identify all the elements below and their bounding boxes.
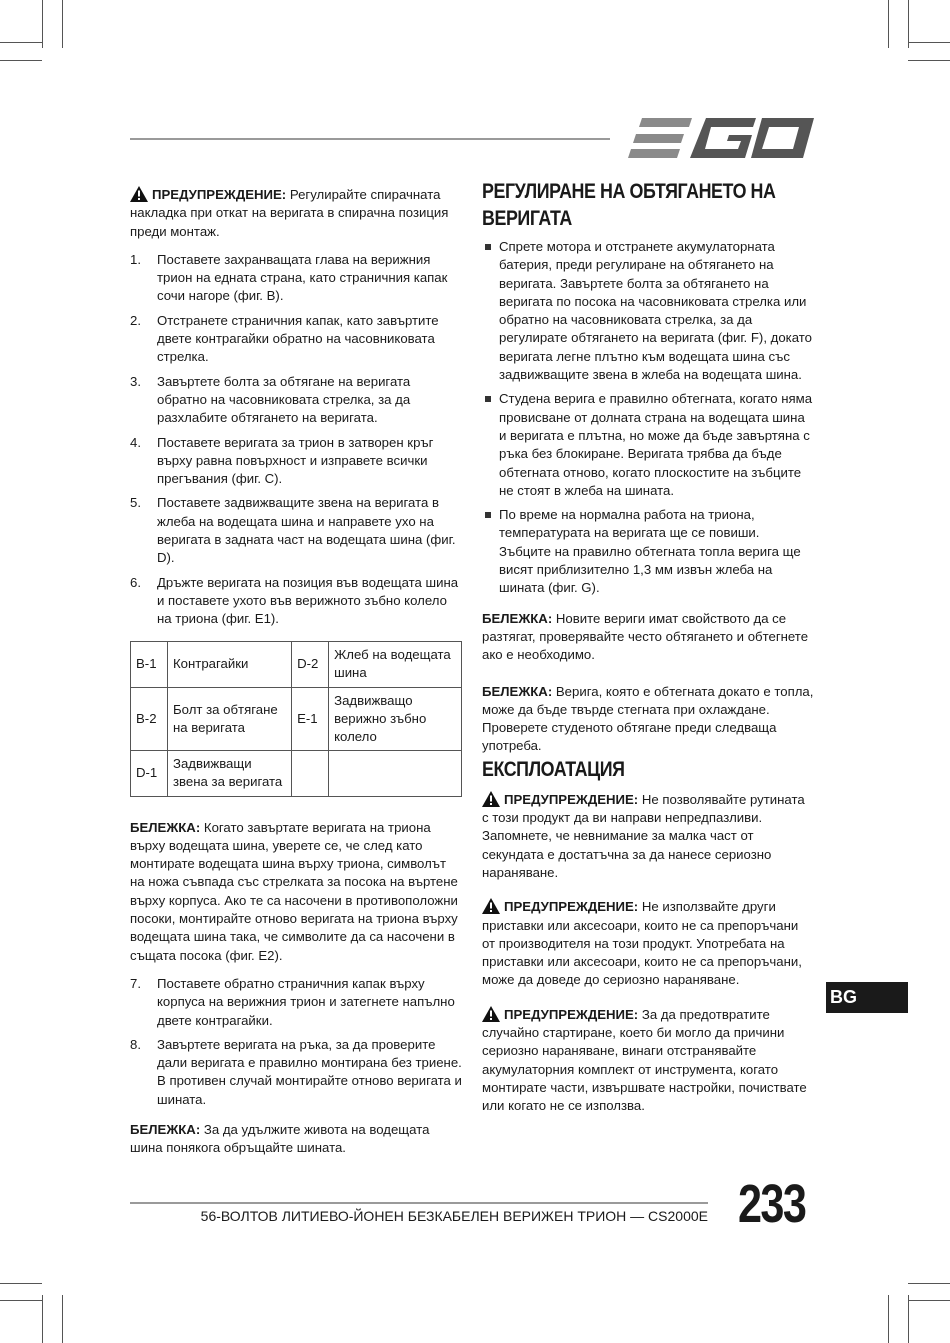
step-text: Завъртете болта за обтягане на веригата обратно на часовниковата стрелка, за да разхлабите обтягането на веригата. [157, 373, 411, 426]
crop-mark [0, 1283, 42, 1284]
steps-list-continued [130, 975, 462, 1109]
bullet-list [482, 238, 814, 598]
list-item [130, 574, 462, 629]
part-code: D-1 [131, 750, 168, 796]
warning-paragraph [482, 1006, 814, 1116]
crop-mark [42, 0, 43, 48]
list-item [130, 975, 462, 1030]
warning-triangle-icon [130, 186, 148, 202]
part-label: Жлеб на водещата шина [329, 641, 462, 687]
crop-mark [908, 42, 950, 43]
warning-triangle-icon [482, 791, 500, 807]
note-label: БЕЛЕЖКА: [130, 819, 201, 835]
step-number: 3. [130, 373, 141, 389]
language-tab: BG [826, 982, 908, 1013]
table-row [131, 687, 462, 750]
warning-label: ПРЕДУПРЕЖДЕНИЕ: [504, 1006, 639, 1022]
note-text: Когато завъртате веригата на триона върху водещата шина, уверете се, че след като монтирате водещата шина върху триона, символът на ножа съвпада със стрелката за посока на въртене върху корпуса. Ако те са насочени в противоположни посоки, монтирайте отново веригата на триона върху водещата шина така, че символите да са насочени в същата посока (фиг. E2). [130, 819, 458, 963]
footer-title: 56-ВОЛТОВ ЛИТИЕВО-ЙОНЕН БЕЗКАБЕЛЕН ВЕРИЖЕН ТРИОН — CS2000E [200, 1208, 708, 1224]
crop-mark [62, 0, 63, 48]
note-paragraph [130, 819, 462, 965]
note-text: Верига, която е обтегната докато е топла, може да бъде твърде стегната при охлаждане. Проверете студеното обтягане преди следваща употреба. [482, 683, 814, 754]
note-paragraph [482, 683, 814, 756]
crop-mark [42, 1295, 43, 1343]
list-item [130, 1036, 462, 1109]
part-code: B-1 [131, 641, 168, 687]
step-number: 2. [130, 312, 141, 328]
list-item: Спрете мотора и отстранете акумулаторната батерия, преди регулиране на обтягането на веригата. Завъртете болта за обтягането на веригата по посока на часовниковата стрелка или обратно на часовниковата стрелка, за да регулирате обтягането на веригата (фиг. F), докато веригата легне плътно към водещата шина със задвижващите звена в жлеба на водещата шина. [482, 238, 814, 384]
step-text: Поставете обратно страничния капак върху корпуса на верижния трион и затегнете напълно двете контрагайки. [157, 975, 455, 1028]
part-label: Болт за обтягане на веригата [168, 687, 292, 750]
list-item [130, 494, 462, 567]
crop-mark [908, 1295, 909, 1343]
list-item [130, 373, 462, 428]
part-code: E-1 [292, 687, 329, 750]
warning-text: За да предотвратите случайно стартиране, което би могло да причини сериозно нараняване, винаги отстранявайте акумулаторния комплект от инструмента, когато монтирате части, извършвате настройки, почиствате или когато не се използва. [482, 1006, 807, 1114]
warning-triangle-icon [482, 898, 500, 914]
page-number: 233 [738, 1174, 806, 1234]
warning-label: ПРЕДУПРЕЖДЕНИЕ: [504, 791, 639, 807]
warning-triangle-icon [482, 1006, 500, 1022]
step-number: 1. [130, 251, 141, 267]
step-text: Отстранете страничния капак, като завъртите двете контрагайки обратно на часовниковата стрелка. [157, 312, 439, 365]
list-item [130, 434, 462, 489]
warning-text: Регулирайте спирачната накладка при откат на веригата в спирачна позиция преди монтаж. [130, 187, 449, 239]
crop-mark [908, 0, 909, 48]
crop-mark [888, 0, 889, 48]
step-number: 5. [130, 495, 141, 511]
part-code: D-2 [292, 641, 329, 687]
header-rule [130, 138, 610, 140]
note-paragraph [130, 1121, 462, 1158]
ego-logo [628, 116, 814, 160]
warning-intro [130, 186, 462, 241]
crop-mark [62, 1295, 63, 1343]
step-text: Поставете задвижващите звена на веригата в жлеба на водещата шина и направете ухо на веригата в задната част на водещата шина (фиг. D). [157, 495, 456, 566]
crop-mark [908, 1300, 950, 1301]
crop-mark [908, 1283, 950, 1284]
step-text: Поставете захранващата глава на верижния трион на едната страна, като страничния капак сочи нагоре (фиг. B). [157, 251, 448, 304]
step-number: 4. [130, 434, 141, 450]
warning-paragraph [482, 791, 814, 882]
warning-label: ПРЕДУПРЕЖДЕНИЕ: [152, 187, 287, 202]
section-heading: ЕКСПЛОАТАЦИЯ [482, 757, 625, 781]
part-label: Задвижващи звена за веригата [168, 750, 292, 796]
note-label: БЕЛЕЖКА: [130, 1121, 201, 1137]
note-text: За да удължите живота на водещата шина понякога обръщайте шината. [130, 1121, 430, 1156]
part-label: Задвижващо верижно зъбно колело [329, 687, 462, 750]
step-number: 7. [130, 975, 141, 991]
part-label: Контрагайки [168, 641, 292, 687]
part-code: B-2 [131, 687, 168, 750]
warning-label: ПРЕДУПРЕЖДЕНИЕ: [504, 899, 639, 915]
note-label: БЕЛЕЖКА: [482, 683, 553, 699]
list-item: Студена верига е правилно обтегната, когато няма провисване от долната страна на водещата шина и веригата е плътна, но може да бъде завъртяна с ръка без блокиране. Веригата трябва да бъде обтегната отново, когато плоскостите на зъбците не стоят в жлеба на шината. [482, 390, 814, 500]
crop-mark [888, 1295, 889, 1343]
crop-mark [0, 42, 42, 43]
crop-mark [0, 1300, 42, 1301]
table-row [131, 750, 462, 796]
crop-mark [0, 60, 42, 61]
list-item: По време на нормална работа на триона, температурата на веригата ще се повиши. Зъбците на правилно обтегната топла верига ще висят приблизително 1,3 мм извън жлеба на шината (фиг. G). [482, 506, 814, 597]
table-row [131, 641, 462, 687]
list-item [130, 251, 462, 306]
step-number: 8. [130, 1036, 141, 1052]
part-code [292, 750, 329, 796]
note-paragraph [482, 610, 814, 665]
part-label [329, 750, 462, 796]
right-column [482, 178, 814, 1115]
steps-list [130, 251, 462, 629]
left-column [130, 186, 462, 1158]
step-text: Дръжте веригата на позиция във водещата шина и поставете ухото във верижното зъбно колело на триона (фиг. E1). [157, 574, 459, 627]
warning-text: Не позволявайте рутината с този продукт да ви направи непредпазливи. Запомнете, че невнимание за малка част от секундата е достатъчна за да нанесе сериозно нараняване. [482, 791, 805, 880]
step-text: Поставете веригата за трион в затворен кръг върху равна повърхност и изправете всички прегъвания (фиг. C). [157, 434, 434, 487]
note-text: Новите вериги имат свойството да се разтягат, проверявайте често обтягането и обтегнете ако е необходимо. [482, 610, 809, 663]
warning-text: Не използвайте други приставки или аксесоари, които не са препоръчани от производителя на този продукт. Употребата на приставки или аксесоари, които не са препоръчани, може да доведе до сериозно нараняване. [482, 899, 802, 988]
step-text: Завъртете веригата на ръка, за да проверите дали веригата е правилно монтирана без триене. В противен случай монтирайте отново веригата и шината. [157, 1036, 462, 1107]
footer-rule [130, 1202, 708, 1204]
note-label: БЕЛЕЖКА: [482, 610, 553, 626]
warning-paragraph [482, 898, 814, 989]
parts-table [130, 641, 462, 797]
crop-mark [908, 60, 950, 61]
section-heading: РЕГУЛИРАНЕ НА ОБТЯГАНЕТО НА ВЕРИГАТА [482, 180, 776, 230]
list-item [130, 312, 462, 367]
step-number: 6. [130, 574, 141, 590]
